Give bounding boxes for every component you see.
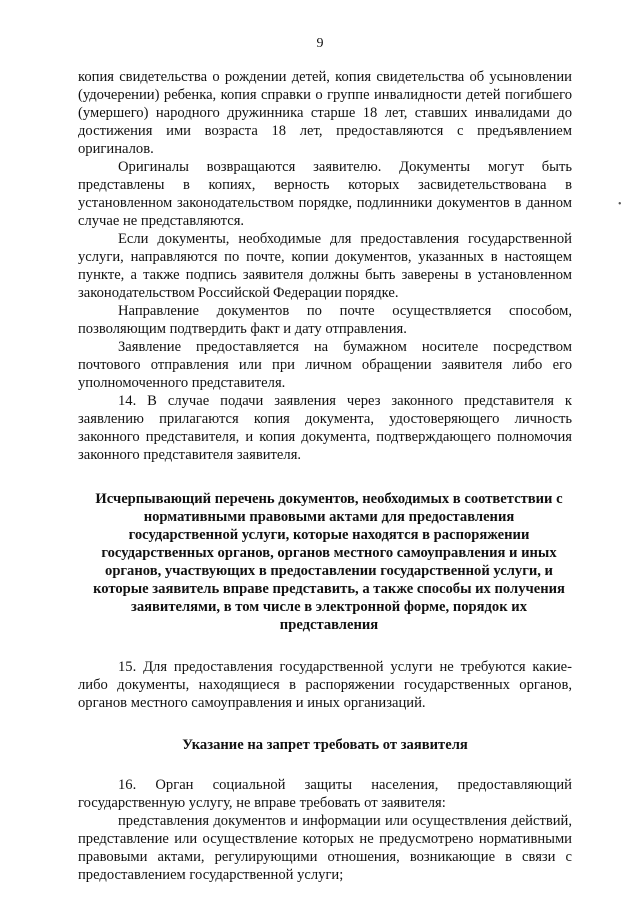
scan-speck: • [618,199,622,210]
page-number: 9 [316,36,324,51]
document-body [78,68,572,884]
paragraph-mail-method: Направление документов по почте осуществляется способом, позволяющим подтвердить факт и дату отправления. [78,303,572,337]
paragraph-documents-copies: копия свидетельства о рождении детей, копия свидетельства об усыновлении (удочерении) ребенка, копия справки о группе инвалидности детей погибшего (умершего) народного дружинника старше 18 лет, ставших инвалидами до достижения ими возраста 18 лет, предоставляются с предъявлением оригиналов. [78,69,572,157]
paragraph-item-15: 15. Для предоставления государственной услуги не требуются какие-либо документы, находящиеся в распоряжении государственных органов, органов местного самоуправления и иных организаций. [78,659,572,711]
paragraph-originals-returned: Оригиналы возвращаются заявителю. Документы могут быть представлены в копиях, верность которых засвидетельствована в установленном законодательством порядке, подлинники документов в данном случае не представляются. [78,159,572,229]
paragraph-item-14: 14. В случае подачи заявления через законного представителя к заявлению прилагаются копия документа, удостоверяющего личность законного представителя, и копия документа, подтверждающего полномочия законного представителя заявителя. [78,393,572,463]
section-heading-documents-list: Исчерпывающий перечень документов, необходимых в соответствии с нормативными правовыми актами для предоставления государственной услуги, которые находятся в распоряжении государственных органов, органов местного самоуправления и иных органов, участвующих в предоставлении государственной услуги, и которые заявитель вправе представить, а также способы их получения заявителями, в том числе в электронной форме, порядок их представления [93,491,565,633]
section-heading-prohibition: Указание на запрет требовать от заявителя [182,737,468,753]
paragraph-item-16: 16. Орган социальной защиты населения, предоставляющий государственную услугу, не вправе требовать от заявителя: [78,777,572,811]
paragraph-item-16-subitem: представления документов и информации или осуществления действий, представление или осуществление которых не предусмотрено нормативными правовыми актами, регулирующими отношения, возникающие в связи с предоставлением государственной услуги; [78,813,572,883]
paragraph-application-form: Заявление предоставляется на бумажном носителе посредством почтового отправления или при личном обращении заявителя либо его уполномоченного представителя. [78,339,572,391]
paragraph-mail-submission: Если документы, необходимые для предоставления государственной услуги, направляются по почте, копии документов, указанных в настоящем пункте, а также подпись заявителя должны быть заверены в установленном законодательством Российской Федерации порядке. [78,231,572,301]
